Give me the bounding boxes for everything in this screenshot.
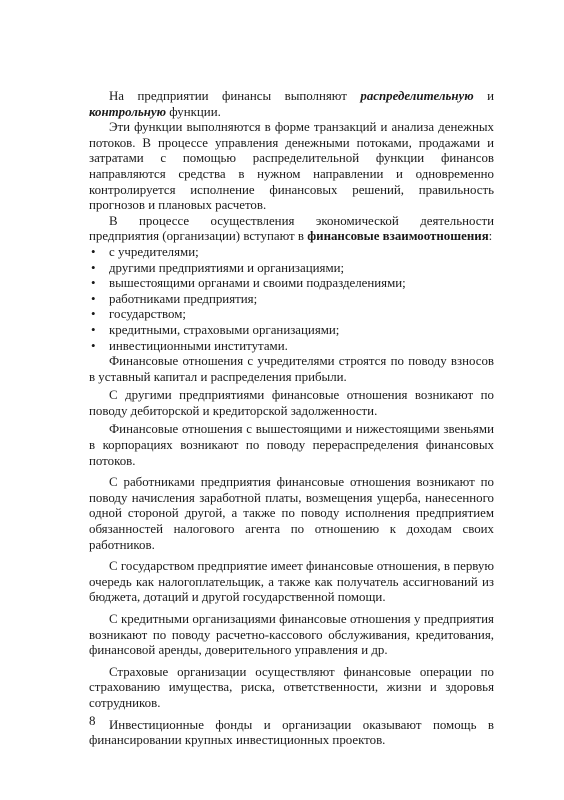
relations-bullet-list <box>89 245 494 354</box>
relations-prefix: В процессе осуществления экономической деятельности предприятия (организации) вступают в <box>89 213 494 244</box>
intro-suffix: функции. <box>166 104 221 119</box>
list-item-text: вышестоящими органами и своими подразделениями; <box>109 276 406 291</box>
relations-suffix: : <box>488 229 493 244</box>
paragraph-credit-organizations: С кредитными организациями финансовые отношения у предприятия возникают по поводу расчетно-кассового обслуживания, кредитования, финансовой аренды, доверительного управления и др. <box>89 612 494 658</box>
bullet-icon: • <box>91 260 96 275</box>
list-item <box>89 307 494 323</box>
intro-mid: и <box>473 89 495 103</box>
list-item <box>89 276 494 292</box>
list-item <box>89 292 494 308</box>
bullet-icon: • <box>91 338 96 353</box>
bullet-icon: • <box>91 291 96 306</box>
bullet-icon: • <box>91 244 96 259</box>
paragraph-other-enterprises: С другими предприятиями финансовые отношения возникают по поводу дебиторской и кредиторской задолженности. <box>89 388 494 418</box>
list-item-text: инвестиционными институтами. <box>109 338 288 353</box>
list-item <box>89 339 494 355</box>
paragraph-investment-funds: Инвестиционные фонды и организации оказывают помощь в финансировании крупных инвестиционных проектов. <box>89 717 494 748</box>
intro-emphasis-distributive: распределительную <box>360 89 474 103</box>
list-item-text: с учредителями; <box>109 244 199 259</box>
list-item-text: государством; <box>109 307 186 322</box>
paragraph-state: С государством предприятие имеет финансовые отношения, в первую очередь как налогоплательщик, а также как получатель ассигнований из бюджета, дотаций и другой государственной помощи. <box>89 559 494 605</box>
paragraph-corporate-links: Финансовые отношения с вышестоящими и нижестоящими звеньями в корпорациях возникают по поводу перераспределения финансовых потоков. <box>89 422 494 468</box>
relations-bold-term: финансовые взаимоотношения <box>307 229 489 244</box>
list-item <box>89 245 494 261</box>
intro-paragraph <box>89 89 494 120</box>
page-number: 8 <box>89 713 96 728</box>
paragraph-founders: Финансовые отношения с учредителями строятся по поводу взносов в уставный капитал и распределения прибыли. <box>89 354 494 384</box>
page-body-text <box>89 89 494 749</box>
intro-emphasis-control: контрольную <box>89 104 167 119</box>
list-item-text: работниками предприятия; <box>109 291 258 306</box>
bullet-icon: • <box>91 307 96 322</box>
list-item-text: кредитными, страховыми организациями; <box>109 322 340 337</box>
list-item <box>89 323 494 339</box>
paragraph-insurance: Страховые организации осуществляют финансовые операции по страхованию имущества, риска, ответственности, жизни и здоровья сотрудников. <box>89 664 494 710</box>
list-item-text: другими предприятиями и организациями; <box>109 260 345 275</box>
paragraph-employees: С работниками предприятия финансовые отношения возникают по поводу начисления заработной платы, возмещения ущерба, нанесенного одной стороной другой, а также по поводу исполнения предприятием обязанностей налогового агента по отношению к доходам своих работников. <box>89 475 494 552</box>
bullet-icon: • <box>91 276 96 291</box>
functions-paragraph: Эти функции выполняются в форме транзакций и анализа денежных потоков. В процессе управления денежными потоками, продажами и затратами с помощью распределительной функции финансов направляются средства в нужном направлении и одновременно контролируется исполнение финансовых решений, правильность прогнозов и плановых расчетов. <box>89 120 494 213</box>
list-item <box>89 261 494 277</box>
bullet-icon: • <box>91 322 96 337</box>
relations-paragraph <box>89 214 494 245</box>
intro-prefix: На предприятии финансы выполняют <box>109 89 361 103</box>
